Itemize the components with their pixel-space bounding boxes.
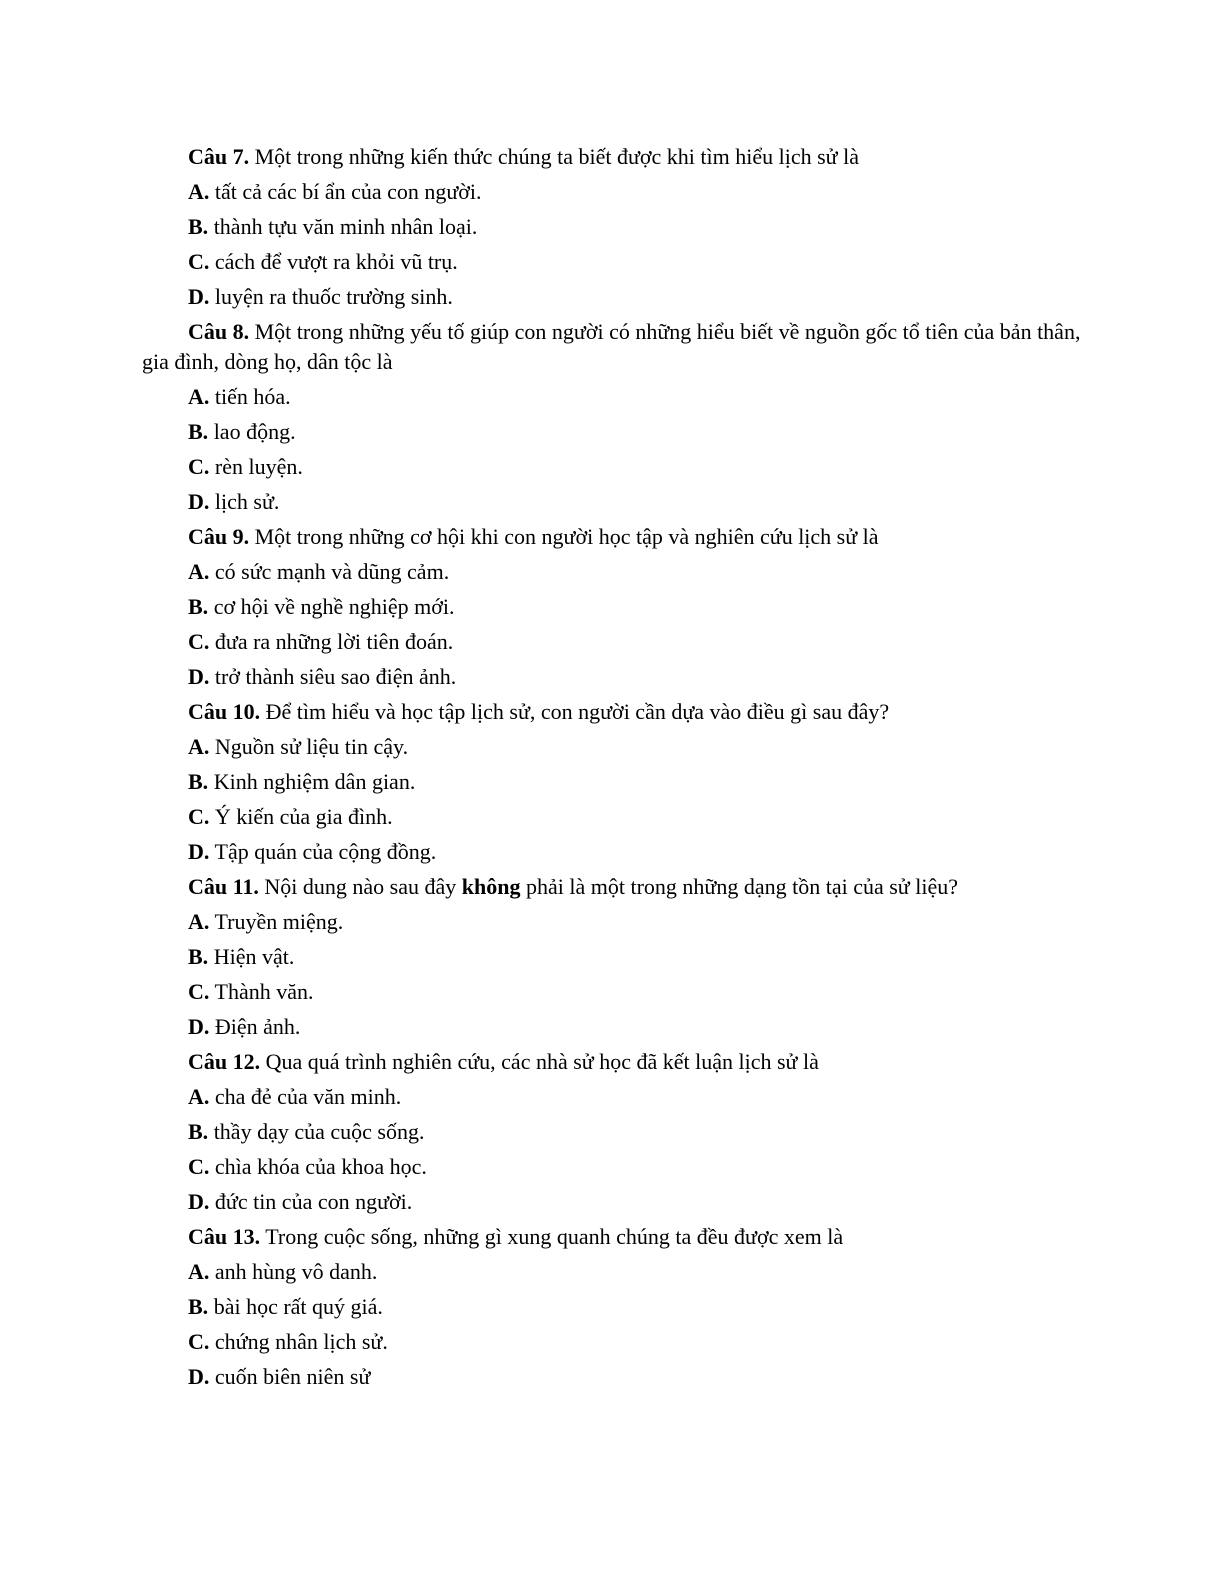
option-text: Nguồn sử liệu tin cậy.: [214, 734, 409, 759]
question-label: Câu 9.: [188, 524, 250, 549]
option-text: Truyền miệng.: [214, 909, 344, 934]
answer-option: [142, 450, 1082, 485]
question-block: [142, 870, 1082, 1045]
option-letter: A.: [188, 559, 210, 584]
answer-option: [142, 1255, 1082, 1290]
answer-option: [142, 245, 1082, 280]
answer-option: [142, 555, 1082, 590]
answer-option: [142, 1185, 1082, 1220]
option-letter: D.: [188, 284, 210, 309]
option-text: chứng nhân lịch sử.: [214, 1329, 388, 1354]
option-letter: C.: [188, 1154, 210, 1179]
answer-option: [142, 590, 1082, 625]
question-block: [142, 1045, 1082, 1220]
option-letter: B.: [188, 214, 209, 239]
option-text: tất cả các bí ẩn của con người.: [214, 179, 482, 204]
answer-option: [142, 485, 1082, 520]
question-label: Câu 8.: [188, 319, 250, 344]
answer-option: [142, 1290, 1082, 1325]
option-letter: D.: [188, 839, 210, 864]
answer-option: [142, 1080, 1082, 1115]
option-letter: B.: [188, 419, 209, 444]
option-text: luyện ra thuốc trường sinh.: [214, 284, 453, 309]
question-list: [142, 140, 1082, 1395]
answer-option: [142, 280, 1082, 315]
question-block: [142, 140, 1082, 315]
option-letter: B.: [188, 1119, 209, 1144]
question-emphasis: không: [461, 874, 521, 899]
answer-option: [142, 1360, 1082, 1395]
question-text: Qua quá trình nghiên cứu, các nhà sử học đã kết luận lịch sử là: [265, 1049, 819, 1074]
answer-option: [142, 940, 1082, 975]
answer-option: [142, 380, 1082, 415]
option-text: có sức mạnh và dũng cảm.: [214, 559, 450, 584]
option-letter: A.: [188, 909, 210, 934]
option-letter: B.: [188, 594, 209, 619]
question-label: Câu 7.: [188, 144, 250, 169]
answer-option: [142, 730, 1082, 765]
option-text: Hiện vật.: [213, 944, 295, 969]
option-text: cách để vượt ra khỏi vũ trụ.: [214, 249, 458, 274]
question-stem: [142, 695, 1082, 730]
option-text: cuốn biên niên sử: [214, 1364, 371, 1389]
option-letter: B.: [188, 769, 209, 794]
answer-option: [142, 175, 1082, 210]
answer-option: [142, 975, 1082, 1010]
option-text: tiến hóa.: [214, 384, 291, 409]
option-text: thầy dạy của cuộc sống.: [213, 1119, 425, 1144]
option-letter: A.: [188, 1084, 210, 1109]
option-text: bài học rất quý giá.: [213, 1294, 383, 1319]
option-letter: A.: [188, 384, 210, 409]
answer-option: [142, 1010, 1082, 1045]
answer-option: [142, 625, 1082, 660]
question-label: Câu 10.: [188, 699, 261, 724]
answer-option: [142, 835, 1082, 870]
option-letter: C.: [188, 804, 210, 829]
option-letter: A.: [188, 179, 210, 204]
option-text: đức tin của con người.: [214, 1189, 413, 1214]
option-text: đưa ra những lời tiên đoán.: [214, 629, 454, 654]
option-text: trở thành siêu sao điện ảnh.: [214, 664, 457, 689]
option-text: lịch sử.: [214, 489, 280, 514]
answer-option: [142, 905, 1082, 940]
option-text: thành tựu văn minh nhân loại.: [213, 214, 478, 239]
question-label: Câu 13.: [188, 1224, 261, 1249]
option-letter: B.: [188, 1294, 209, 1319]
option-letter: D.: [188, 1364, 210, 1389]
answer-option: [142, 1150, 1082, 1185]
option-letter: D.: [188, 489, 210, 514]
question-block: [142, 315, 1082, 520]
answer-option: [142, 210, 1082, 245]
question-text-continued: phải là một trong những dạng tồn tại của sử liệu?: [526, 874, 958, 899]
option-letter: A.: [188, 1259, 210, 1284]
option-letter: C.: [188, 454, 210, 479]
question-block: [142, 695, 1082, 870]
option-text: chìa khóa của khoa học.: [214, 1154, 427, 1179]
question-text: Nội dung nào sau đây: [264, 874, 457, 899]
option-letter: C.: [188, 1329, 210, 1354]
option-text: cha đẻ của văn minh.: [214, 1084, 402, 1109]
question-text: Để tìm hiểu và học tập lịch sử, con người cần dựa vào điều gì sau đây?: [265, 699, 890, 724]
question-text: Một trong những kiến thức chúng ta biết được khi tìm hiểu lịch sử là: [254, 144, 859, 169]
answer-option: [142, 415, 1082, 450]
option-text: cơ hội về nghề nghiệp mới.: [213, 594, 455, 619]
option-text: anh hùng vô danh.: [214, 1259, 378, 1284]
option-text: rèn luyện.: [214, 454, 303, 479]
question-block: [142, 520, 1082, 695]
option-letter: A.: [188, 734, 210, 759]
option-letter: D.: [188, 664, 210, 689]
option-letter: D.: [188, 1189, 210, 1214]
question-stem: [142, 520, 1082, 555]
question-stem: [142, 140, 1082, 175]
question-block: [142, 1220, 1082, 1395]
option-letter: B.: [188, 944, 209, 969]
question-text: Trong cuộc sống, những gì xung quanh chúng ta đều được xem là: [265, 1224, 844, 1249]
option-text: lao động.: [213, 419, 296, 444]
question-stem: [142, 1220, 1082, 1255]
option-letter: C.: [188, 979, 210, 1004]
option-text: Ý kiến của gia đình.: [214, 804, 393, 829]
option-letter: C.: [188, 629, 210, 654]
question-stem: [142, 315, 1082, 380]
answer-option: [142, 1325, 1082, 1360]
option-text: Điện ảnh.: [214, 1014, 301, 1039]
option-text: Tập quán của cộng đồng.: [214, 839, 437, 864]
answer-option: [142, 660, 1082, 695]
answer-option: [142, 1115, 1082, 1150]
option-letter: C.: [188, 249, 210, 274]
question-label: Câu 12.: [188, 1049, 261, 1074]
option-text: Kinh nghiệm dân gian.: [213, 769, 416, 794]
option-text: Thành văn.: [214, 979, 314, 1004]
question-text: Một trong những yếu tố giúp con người có những hiểu biết về nguồn gốc tổ tiên của bản thân, gia đình, dòng họ, dân tộc là: [142, 319, 1081, 374]
answer-option: [142, 800, 1082, 835]
option-letter: D.: [188, 1014, 210, 1039]
answer-option: [142, 765, 1082, 800]
question-text: Một trong những cơ hội khi con người học tập và nghiên cứu lịch sử là: [254, 524, 879, 549]
question-label: Câu 11.: [188, 874, 259, 899]
question-stem: [142, 870, 1082, 905]
question-stem: [142, 1045, 1082, 1080]
